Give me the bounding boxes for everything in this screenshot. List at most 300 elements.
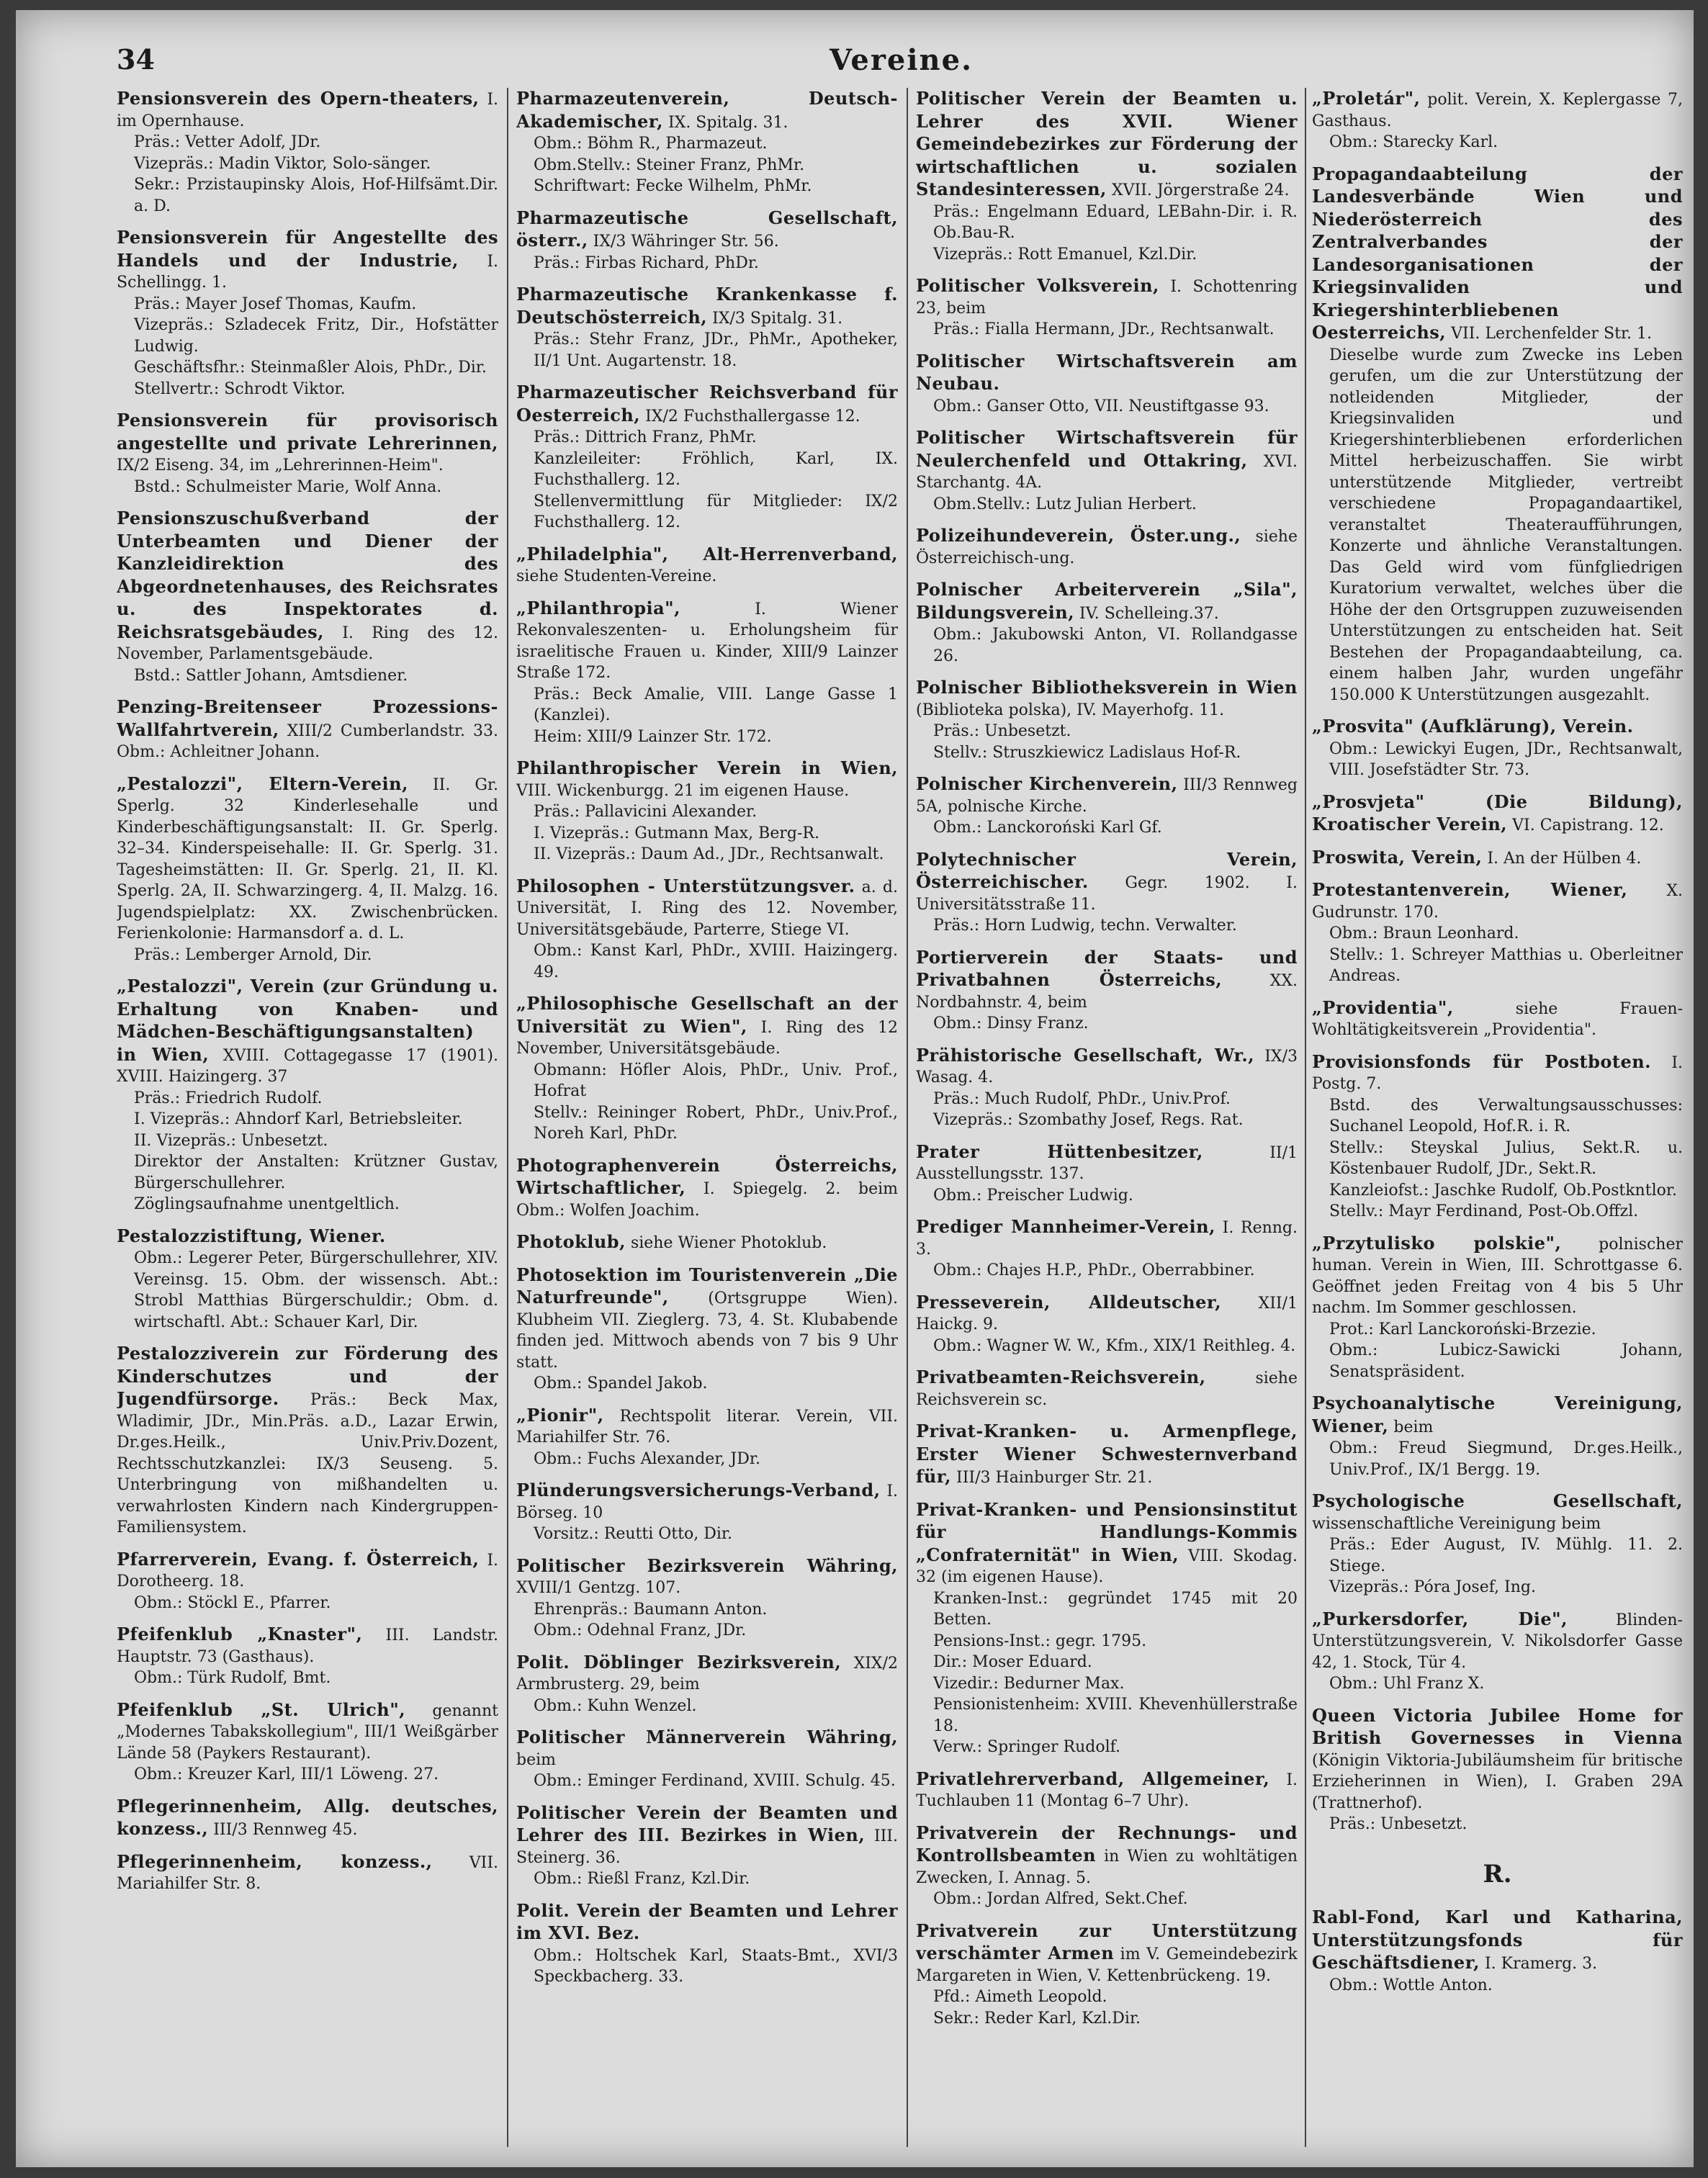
entry-first-line — [916, 1141, 1298, 1185]
entry-detail-line: Obm.: Böhm R., Pharmazeut. — [534, 135, 768, 153]
entry-heading: „Pestalozzi", Eltern-Verein, — [117, 773, 408, 794]
entry-heading: Privatverein der Rechnungs- und Kontrollsbeamten — [916, 1822, 1298, 1866]
entry-detail-line: Präs.: Friedrich Rudolf. — [134, 1089, 323, 1107]
entry-detail-line: Präs.: Fialla Hermann, JDr., Rechtsanwalt. — [933, 320, 1275, 338]
entry-text: III/3 Hainburger Str. 21. — [956, 1469, 1153, 1487]
directory-entry — [1312, 1233, 1683, 1383]
entry-first-line — [117, 1851, 498, 1895]
directory-entry — [117, 1549, 498, 1614]
entry-text: VI. Capistrang. 12. — [1512, 816, 1664, 834]
entry-heading: „Przytulisko polskie", — [1312, 1232, 1562, 1254]
entry-heading: „Philanthropia", — [516, 597, 681, 618]
entry-heading: Privatverein zur Unterstützung verschämter Armen — [916, 1920, 1298, 1963]
directory-entry — [1312, 1490, 1683, 1598]
entry-text: III. Steinerg. 36. — [516, 1827, 898, 1867]
directory-entry — [916, 1421, 1298, 1489]
entry-detail-line: Präs.: Pallavicini Alexander. — [534, 803, 758, 821]
entry-detail-line: Bstd. des Verwaltungsausschusses: Suchanel Leopold, Hof.R. i. R. — [1329, 1096, 1683, 1135]
entry-first-line — [117, 508, 498, 665]
entry-first-line — [1312, 1051, 1683, 1095]
entry-detail-line: Obm.: Lubicz-Sawicki Johann, Senatspräsident. — [1329, 1341, 1683, 1381]
directory-entry — [516, 1900, 898, 1988]
entry-heading: Rabl-Fond, Karl und Katharina, Unterstützungsfonds für Geschäftsdiener, — [1312, 1907, 1683, 1973]
entry-heading: Psychologische Gesellschaft, — [1312, 1490, 1683, 1511]
directory-entry — [1312, 1051, 1683, 1223]
directory-entry — [117, 1225, 498, 1333]
entry-first-line — [117, 410, 498, 477]
entry-first-line — [1312, 1392, 1683, 1438]
directory-entry — [1312, 88, 1683, 153]
entry-first-line — [1312, 1490, 1683, 1534]
entry-text: XVI. Starchantg. 4A. — [916, 452, 1298, 492]
directory-entry — [117, 227, 498, 400]
directory-entry — [516, 757, 898, 865]
entry-first-line — [516, 1405, 898, 1449]
entry-first-line — [516, 993, 898, 1060]
entry-detail-line: Dieselbe wurde zum Zwecke ins Leben gerufen, um die zur Unterstützung der notleidenden Mitglieder, der Kriegsinvaliden und Kriegershinterbliebenen erforderlichen Mittel herbeizuschaffen. Sie wirbt unterstützende Mitglieder, vertreibt verschiedene Propagandaartikel, veranstaltet Theateraufführungen, Konzerte und ähnliche Veranstaltungen. Das Geld wird vom fünfgliedrigen Kuratorium verwaltet, welches über die Höhe der den Ortsgruppen zuzuweisenden Unterstützungen zu entscheiden hat. Seit Bestehen der Propagandaabteilung, ca. einem halben Jahr, wurden ungefähr 150.000 K Unterstützungen ausgezahlt. — [1329, 346, 1683, 704]
entry-first-line — [117, 1699, 498, 1765]
entry-heading: Protestantenverein, Wiener, — [1312, 879, 1628, 900]
entry-first-line — [117, 696, 498, 763]
directory-entry — [916, 773, 1298, 839]
entry-detail-line: Obm.: Lanckoroński Karl Gf. — [933, 819, 1162, 837]
entry-text: polit. Verein, X. Keplergasse 7, Gasthaus. — [1312, 91, 1683, 130]
entry-detail-line: Obm.: Braun Leonhard. — [1329, 924, 1519, 942]
entry-detail-line: Stellv.: Steyskal Julius, Sekt.R. u. Köstenbauer Rudolf, JDr., Sekt.R. — [1329, 1138, 1683, 1178]
entry-heading: Prähistorische Gesellschaft, Wr., — [916, 1044, 1255, 1066]
entry-text: II/1 Ausstellungsstr. 137. — [916, 1143, 1298, 1183]
entry-detail-line: Vizepräs.: Szombathy Josef, Regs. Rat. — [933, 1111, 1244, 1129]
entry-detail-line: Obm.: Lewickyi Eugen, JDr., Rechtsanwalt, VIII. Josefstädter Str. 73. — [1329, 739, 1683, 779]
entry-detail-line: Obm.: Starecky Karl. — [1329, 133, 1498, 151]
entry-detail-line: Zöglingsaufnahme unentgeltlich. — [134, 1195, 400, 1213]
entry-text: (Ortsgruppe Wien). Klubheim VII. Zieglerg. 73, 4. St. Klubabende finden jed. Mittwoch abends von 7 bis 9 Uhr statt. — [516, 1290, 898, 1372]
entry-first-line — [117, 1549, 498, 1593]
directory-entry — [1312, 716, 1683, 781]
entry-text: siehe Reichsverein sc. — [916, 1369, 1298, 1409]
directory-entry — [516, 1727, 898, 1792]
entry-text: siehe Frauen-Wohltätigkeitsverein „Providentia". — [1312, 999, 1683, 1039]
entry-first-line — [117, 227, 498, 294]
entry-first-line — [916, 1292, 1298, 1336]
entry-first-line — [1312, 716, 1683, 739]
entry-detail-line: Kranken-Inst.: gegründet 1745 mit 20 Betten. — [933, 1589, 1298, 1629]
directory-entry — [516, 207, 898, 274]
entry-detail-line: Obm.: Kanst Karl, PhDr., XVIII. Haizingerg. 49. — [534, 942, 898, 981]
entry-heading: Pfeifenklub „St. Ulrich", — [117, 1698, 406, 1720]
entry-first-line — [1312, 1233, 1683, 1319]
directory-entry — [117, 1796, 498, 1841]
entry-detail-line: Bstd.: Schulmeister Marie, Wolf Anna. — [134, 477, 442, 496]
entry-heading: Pensionsverein des Opern-theaters, — [117, 88, 480, 109]
directory-entry — [516, 993, 898, 1145]
entry-heading: Propagandaabteilung der Landesverbände Wien und Niederösterreich des Zentralverbandes der Landesorganisationen der Kriegsinvaliden und Kriegershinterbliebenen Oesterreichs, — [1312, 163, 1683, 343]
directory-entry — [117, 88, 498, 217]
entry-detail-line: Geschäftsfhr.: Steinmaßler Alois, PhDr., Dir. — [134, 359, 487, 377]
entry-text: III/3 Rennweg 5A, polnische Kirche. — [916, 776, 1298, 816]
entry-detail-line: Obm.: Wottle Anton. — [1329, 1976, 1493, 1994]
entry-first-line — [916, 677, 1298, 721]
entry-detail-line: Präs.: Lemberger Arnold, Dir. — [134, 945, 372, 964]
entry-detail-line: II. Vizepräs.: Daum Ad., JDr., Rechtsanwalt. — [534, 845, 884, 863]
entry-detail-line: Pensions-Inst.: gegr. 1795. — [933, 1632, 1147, 1650]
entry-first-line — [1312, 1608, 1683, 1674]
entry-text: I. Tuchlauben 11 (Montag 6–7 Uhr). — [916, 1770, 1298, 1810]
entry-text: siehe Studenten-Vereine. — [516, 567, 717, 585]
entry-heading: „Providentia", — [1312, 996, 1454, 1018]
directory-entry — [516, 284, 898, 372]
column-rule — [1305, 88, 1306, 2147]
directory-entry — [117, 773, 498, 966]
entry-detail-line: Präs.: Unbesetzt. — [933, 722, 1071, 740]
entry-heading: Prediger Mannheimer-Verein, — [916, 1216, 1215, 1237]
entry-detail-line: Obm.Stellv.: Steiner Franz, PhMr. — [534, 156, 805, 174]
entry-detail-line: Direktor der Anstalten: Krützner Gustav, Bürgerschullehrer. — [134, 1153, 498, 1192]
entry-text: III/3 Rennweg 45. — [213, 1821, 358, 1839]
entry-text: Blinden-Unterstützungsverein, V. Nikolsdorfer Gasse 42, 1. Stock, Tür 4. — [1312, 1611, 1683, 1672]
entry-heading: Philosophen - Unterstützungsver. — [516, 875, 855, 896]
entry-detail-line: Obm.: Dinsy Franz. — [933, 1014, 1089, 1032]
entry-detail-line: Sekr.: Reder Karl, Kzl.Dir. — [933, 2009, 1141, 2028]
directory-entry — [916, 1367, 1298, 1410]
entry-heading: Polit. Döblinger Bezirksverein, — [516, 1651, 842, 1673]
entry-detail-line: Stellv.: 1. Schreyer Matthias u. Oberleitner Andreas. — [1329, 945, 1683, 985]
entry-text: IX. Spitalg. 31. — [668, 113, 788, 132]
entry-text: III. Landstr. Hauptstr. 73 (Gasthaus). — [117, 1626, 498, 1666]
entry-text: XIX/2 Armbrusterg. 29, beim — [516, 1654, 898, 1693]
entry-heading: „Pestalozzi", Verein (zur Gründung u. Erhaltung von Knaben- und Mädchen-Beschäftigungsanstalten) in Wien, — [117, 976, 498, 1065]
entry-first-line — [916, 1367, 1298, 1410]
entry-text: Gegr. 1902. I. Universitätsstraße 11. — [916, 874, 1298, 914]
entry-text: siehe Österreichisch-ung. — [916, 528, 1298, 567]
directory-entry — [916, 579, 1298, 667]
entry-first-line — [916, 773, 1298, 817]
entry-first-line — [1312, 1907, 1683, 1975]
entry-detail-line: Pfd.: Aimeth Leopold. — [933, 1988, 1107, 2006]
directory-entry — [916, 677, 1298, 763]
entry-first-line — [516, 1652, 898, 1696]
entry-first-line — [516, 207, 898, 253]
directory-entry — [516, 1802, 898, 1890]
entry-text: VII. Lerchenfelder Str. 1. — [1451, 325, 1653, 343]
entry-heading: Polytechnischer Verein, Österreichischer. — [916, 848, 1298, 892]
entry-text: XVIII/1 Gentzg. 107. — [516, 1579, 681, 1597]
entry-first-line — [916, 351, 1298, 396]
entry-text: I. im Opernhause. — [117, 91, 498, 130]
entry-detail-line: Vizepräs.: Rott Emanuel, Kzl.Dir. — [933, 245, 1197, 264]
entry-first-line — [516, 757, 898, 801]
directory-entry — [916, 1216, 1298, 1282]
entry-first-line — [916, 427, 1298, 494]
entry-text: in Wien zu wohltätigen Zwecken, I. Annag. 5. — [916, 1848, 1298, 1887]
directory-entry — [1312, 791, 1683, 837]
directory-entry — [916, 1045, 1298, 1131]
entry-text: VII. Mariahilfer Str. 8. — [117, 1853, 498, 1893]
entry-text: XVII. Jörgerstraße 24. — [1111, 181, 1290, 199]
entry-text: I. Börseg. 10 — [516, 1482, 898, 1522]
entry-text: I. Dorotheerg. 18. — [117, 1551, 498, 1590]
entry-first-line — [117, 976, 498, 1088]
entry-heading: Penzing-Breitenseer Prozessions-Wallfahrtverein, — [117, 696, 498, 740]
entry-text: (Biblioteka polska), IV. Mayerhofg. 11. — [916, 701, 1225, 719]
entry-detail-line: I. Vizepräs.: Gutmann Max, Berg-R. — [534, 824, 819, 842]
entry-text: XVIII. Cottagegasse 17 (1901). XVIII. Haizingerg. 37 — [117, 1046, 498, 1086]
entry-first-line — [516, 1155, 898, 1222]
entry-first-line — [117, 1343, 498, 1539]
entry-detail-line: Obm.: Preischer Ludwig. — [933, 1186, 1133, 1205]
entry-text: IX/3 Wasag. 4. — [916, 1047, 1298, 1086]
directory-entry — [1312, 1608, 1683, 1695]
directory-entry — [916, 275, 1298, 341]
entry-heading: Pharmazeutische Krankenkasse f. Deutschösterreich, — [516, 284, 898, 328]
entry-text: VIII. Skodag. 32 (im eigenen Hause). — [916, 1547, 1298, 1586]
entry-detail-line: Obm.: Kuhn Wenzel. — [534, 1696, 697, 1715]
entry-detail-line: Präs.: Stehr Franz, JDr., PhMr., Apotheker, II/1 Unt. Augartenstr. 18. — [534, 330, 898, 370]
entry-text: I. Postg. 7. — [1312, 1053, 1683, 1093]
directory-entry — [117, 1699, 498, 1786]
directory-entry — [516, 1231, 898, 1254]
entry-text: XII/1 Haickg. 9. — [916, 1294, 1298, 1333]
column-rule — [507, 88, 508, 2147]
entry-first-line — [916, 1499, 1298, 1588]
entry-detail-line: Obm.Stellv.: Lutz Julian Herbert. — [933, 495, 1197, 513]
entry-text: I. Renng. 3. — [916, 1219, 1298, 1259]
entry-detail-line: Obm.: Odehnal Franz, JDr. — [534, 1621, 747, 1639]
entry-first-line — [516, 1802, 898, 1869]
entry-first-line — [916, 1045, 1298, 1089]
directory-entry — [916, 1141, 1298, 1207]
entry-heading: Pensionsverein für Angestellte des Handels und der Industrie, — [117, 227, 498, 271]
section-letter: R. — [1483, 1859, 1512, 1889]
entry-heading: Pharmazeutische Gesellschaft, österr., — [516, 207, 898, 251]
entry-text: IX/3 Spitalg. 31. — [712, 309, 843, 328]
entry-heading: Provisionsfonds für Postboten. — [1312, 1050, 1652, 1072]
entry-heading: Polnischer Bibliotheksverein in Wien — [916, 677, 1298, 698]
entry-detail-line: Kanzleiofst.: Jaschke Rudolf, Ob.Postkntlor. — [1329, 1181, 1677, 1200]
entry-first-line — [117, 88, 498, 132]
entry-heading: Polit. Verein der Beamten und Lehrer im XVI. Bez. — [516, 1899, 898, 1943]
entry-heading: Polizeihundeverein, Öster.ung., — [916, 525, 1241, 546]
entry-first-line — [916, 849, 1298, 916]
entry-text: IV. Schelleing.37. — [1079, 604, 1219, 623]
entry-detail-line: I. Vizepräs.: Ahndorf Karl, Betriebsleiter. — [134, 1110, 463, 1128]
entry-heading: Portierverein der Staats- und Privatbahnen Österreichs, — [916, 946, 1298, 990]
directory-entry — [516, 1405, 898, 1470]
entry-heading: Privatbeamten-Reichsverein, — [916, 1367, 1206, 1387]
entry-text: XX. Nordbahnstr. 4, beim — [916, 972, 1298, 1012]
entry-detail-line: Obm.: Stöckl E., Pfarrer. — [134, 1593, 331, 1612]
directory-entry — [916, 88, 1298, 265]
entry-first-line — [1312, 997, 1683, 1041]
entry-heading: „Prosvita" (Aufklärung), Verein. — [1312, 716, 1634, 737]
entry-text: I. Spiegelg. 2. beim Obm.: Wolfen Joachim. — [516, 1180, 898, 1220]
entry-first-line — [916, 88, 1298, 202]
entry-text: (Königin Viktoria-Jubiläumsheim für britische Erzieherinnen in Wien), I. Graben 29A (Trattnerhof). — [1312, 1751, 1683, 1812]
entry-detail-line: Präs.: Beck Amalie, VIII. Lange Gasse 1 (Kanzlei). — [534, 685, 898, 724]
entry-detail-line: Präs.: Vetter Adolf, JDr. — [134, 133, 321, 151]
entry-detail-line: Bstd.: Sattler Johann, Amtsdiener. — [134, 666, 408, 685]
entry-heading: Pharmazeutischer Reichsverband für Oesterreich, — [516, 382, 898, 426]
entry-detail-line: Obm.: Legerer Peter, Bürgerschullehrer, XIV. Vereinsg. 15. Obm. der wissensch. Abt.: Strobl Matthias Bürgerschuldir.; Obm. d. wirtschaftl. Abt.: Schauer Karl, Dir. — [134, 1249, 498, 1331]
directory-entry — [117, 1343, 498, 1539]
entry-detail-line: Stellv.: Struszkiewicz Ladislaus Hof-R. — [933, 743, 1241, 762]
directory-entry — [916, 1822, 1298, 1910]
entry-first-line — [916, 275, 1298, 319]
directory-entry — [516, 1480, 898, 1545]
entry-first-line — [516, 284, 898, 329]
directory-entry — [916, 1499, 1298, 1758]
entry-heading: Proswita, Verein, — [1312, 846, 1483, 868]
entry-heading: Pensionsverein für provisorisch angestellte und private Lehrerinnen, — [117, 410, 498, 454]
entry-heading: Pflegerinnenheim, konzess., — [117, 1850, 433, 1872]
entry-heading: „Proletár", — [1312, 88, 1421, 109]
entry-detail-line: Obm.: Ganser Otto, VII. Neustiftgasse 93. — [933, 397, 1269, 415]
entry-first-line — [1312, 847, 1683, 870]
entry-text: XIII/2 Cumberlandstr. 33. Obm.: Achleitner Johann. — [117, 721, 498, 761]
entry-text: X. Gudrunstr. 170. — [1312, 882, 1683, 922]
entry-detail-line: Vizedir.: Bedurner Max. — [933, 1674, 1125, 1693]
column-3 — [916, 88, 1298, 2147]
directory-entry — [117, 410, 498, 498]
entry-heading: Privat-Kranken- u. Armenpflege, Erster Wiener Schwesternverband für, — [916, 1421, 1298, 1487]
entry-heading: Privat-Kranken- und Pensionsinstitut für Handlungs-Kommis „Confraternität" in Wien, — [916, 1498, 1298, 1565]
directory-entry — [916, 1768, 1298, 1812]
entry-detail-line: Ehrenpräs.: Baumann Anton. — [534, 1600, 768, 1619]
entry-text: beim — [1393, 1418, 1434, 1436]
entry-detail-line: Präs.: Engelmann Eduard, LEBahn-Dir. i. R. Ob.Bau-R. — [933, 202, 1298, 242]
entry-detail-line: Pensionistenheim: XVIII. Khevenhüllerstraße 18. — [933, 1696, 1298, 1735]
entry-detail-line: Obm.: Kreuzer Karl, III/1 Löweng. 27. — [134, 1765, 439, 1783]
entry-heading: „Purkersdorfer, Die", — [1312, 1608, 1568, 1629]
entry-heading: Politischer Verein der Beamten und Lehrer des III. Bezirkes in Wien, — [516, 1801, 898, 1845]
entry-heading: „Pionir", — [516, 1404, 604, 1426]
entry-first-line — [916, 1421, 1298, 1489]
entry-heading: Pensionszuschußverband der Unterbeamten und Diener der Kanzleidirektion des Abgeordnetenhauses, des Reichsrates u. des Inspektorates d. Reichsratsgebäudes, — [117, 508, 498, 642]
entry-first-line — [117, 773, 498, 945]
entry-first-line — [117, 1796, 498, 1841]
entry-text: Präs.: Beck Max, Wladimir, JDr., Min.Präs. a.D., Lazar Erwin, Dr.ges.Heilk., Univ.Priv.Dozent, Rechtsschutzkanzlei: IX/3 Seuseng. 5. Unterbringung von mißhandelten u. verwahrlosten Kindern nach Kindergruppen-Familiensystem. — [117, 1391, 498, 1536]
directory-entry — [117, 508, 498, 686]
column-1 — [117, 88, 498, 2147]
entry-first-line — [516, 88, 898, 133]
entry-detail-line: II. Vizepräs.: Unbesetzt. — [134, 1131, 328, 1150]
entry-text: genannt „Modernes Tabakskollegium", III/1 Weißgärber Lände 58 (Paykers Restaurant). — [117, 1701, 498, 1763]
entry-heading: Prater Hüttenbesitzer, — [916, 1140, 1203, 1162]
entry-heading: Psychoanalytische Vereinigung, Wiener, — [1312, 1392, 1683, 1436]
entry-detail-line: Dir.: Moser Eduard. — [933, 1653, 1092, 1671]
entry-detail-line: Stellenvermittlung für Mitglieder: IX/2 Fuchsthallerg. 12. — [534, 492, 898, 531]
entry-heading: „Prosvjeta" (Die Bildung), Kroatischer Verein, — [1312, 791, 1683, 834]
directory-entry — [916, 427, 1298, 515]
entry-text: I. Schellingg. 1. — [117, 252, 498, 292]
entry-first-line — [1312, 791, 1683, 837]
entry-detail-line: Präs.: Mayer Josef Thomas, Kaufm. — [134, 294, 417, 313]
entry-detail-line: Obm.: Jordan Alfred, Sekt.Chef. — [933, 1890, 1188, 1908]
directory-entry — [117, 696, 498, 763]
entry-heading: „Philadelphia", Alt-Herrenverband, — [516, 543, 898, 564]
directory-entry — [1312, 1705, 1683, 1835]
entry-text: VIII. Wickenburgg. 21 im eigenen Hause. — [516, 781, 850, 800]
column-4 — [1312, 88, 1683, 2147]
entry-first-line — [916, 1216, 1298, 1260]
entry-text: I. Ring des 12. November, Parlamentsgebäude. — [117, 624, 498, 663]
entry-heading: Philanthropischer Verein in Wien, — [516, 757, 898, 778]
directory-entry — [1312, 1392, 1683, 1480]
entry-heading: Politischer Verein der Beamten u. Lehrer des XVII. Wiener Gemeindebezirkes zur Förderung der wirtschaftlichen u. sozialen Standesinteressen, — [916, 88, 1298, 199]
entry-detail-line: Stellv.: Reininger Robert, PhDr., Univ.Prof., Noreh Karl, PhDr. — [534, 1103, 898, 1143]
entry-heading: Pestalozziverein zur Förderung des Kinderschutzes und der Jugendfürsorge. — [117, 1343, 498, 1409]
entry-detail-line: Verw.: Springer Rudolf. — [933, 1738, 1120, 1756]
directory-entry — [516, 382, 898, 534]
entry-text: beim — [516, 1750, 556, 1769]
entry-first-line — [516, 1555, 898, 1599]
directory-entry — [1312, 997, 1683, 1041]
entry-text: Rechtspolit literar. Verein, VII. Mariahilfer Str. 76. — [516, 1407, 898, 1446]
entry-first-line — [1312, 163, 1683, 345]
entry-first-line — [516, 1480, 898, 1524]
page-number: 34 — [117, 43, 155, 76]
directory-entry — [916, 351, 1298, 418]
entry-text: I. Kramerg. 3. — [1484, 1955, 1598, 1973]
entry-heading: Pharmazeutenverein, Deutsch-Akademischer, — [516, 88, 898, 132]
entry-detail-line: Obmann: Höfler Alois, PhDr., Univ. Prof., Hofrat — [534, 1061, 898, 1100]
entry-heading: Privatlehrerverband, Allgemeiner, — [916, 1768, 1270, 1789]
directory-entry — [516, 1155, 898, 1222]
directory-entry — [516, 88, 898, 197]
entry-detail-line: Vizepräs.: Szladecek Fritz, Dir., Hofstätter Ludwig. — [134, 316, 498, 356]
entry-detail-line: Heim: XIII/9 Lainzer Str. 172. — [534, 727, 772, 746]
directory-entry — [916, 849, 1298, 937]
entry-heading: Pfeifenklub „Knaster", — [117, 1624, 363, 1644]
entry-detail-line: Präs.: Eder August, IV. Mühlg. 11. 2. Stiege. — [1329, 1536, 1683, 1575]
running-head: Vereine. — [830, 43, 973, 77]
entry-first-line — [916, 947, 1298, 1014]
entry-first-line — [516, 544, 898, 588]
directory-entry — [916, 1292, 1298, 1357]
entry-detail-line: Obm.: Freud Siegmund, Dr.ges.Heilk., Univ.Prof., IX/1 Bergg. 19. — [1329, 1439, 1683, 1479]
entry-heading: Pestalozzistiftung, Wiener. — [117, 1225, 386, 1246]
entry-heading: Politischer Wirtschaftsverein am Neubau. — [916, 350, 1298, 394]
directory-entry — [516, 876, 898, 984]
entry-text: IX/3 Währinger Str. 56. — [593, 233, 779, 251]
entry-text: polnischer human. Verein in Wien, III. Schrottgasse 6. Geöffnet jeden Freitag von 4 bis 5 Uhr nachm. Im Sommer geschlossen. — [1312, 1235, 1683, 1317]
entry-detail-line: Sekr.: Przistaupinsky Alois, Hof-Hilfsämt.Dir. a. D. — [134, 176, 498, 215]
book-page — [16, 10, 1694, 2167]
directory-entry — [1312, 163, 1683, 706]
entry-heading: Plünderungsversicherungs-Verband, — [516, 1480, 881, 1500]
entry-first-line — [516, 876, 898, 941]
entry-heading: Photoklub, — [516, 1231, 626, 1252]
entry-first-line — [117, 1225, 498, 1248]
entry-detail-line: Präs.: Much Rudolf, PhDr., Univ.Prof. — [933, 1089, 1231, 1108]
entry-detail-line: Präs.: Firbas Richard, PhDr. — [534, 253, 759, 272]
entry-heading: Queen Victoria Jubilee Home for British Governesses in Vienna — [1312, 1704, 1683, 1748]
directory-entry — [516, 1264, 898, 1395]
directory-entry — [916, 1920, 1298, 2030]
directory-entry — [516, 1555, 898, 1642]
entry-first-line — [516, 1231, 898, 1254]
entry-detail-line: Obm.: Holtschek Karl, Staats-Bmt., XVI/3 Speckbacherg. 33. — [534, 1946, 898, 1986]
entry-heading: Photosektion im Touristenverein „Die Naturfreunde", — [516, 1264, 898, 1308]
directory-entry — [117, 976, 498, 1215]
entry-detail-line: Obm.: Türk Rudolf, Bmt. — [134, 1669, 331, 1687]
entry-heading: Politischer Volksverein, — [916, 275, 1159, 296]
directory-entry — [1312, 1907, 1683, 1996]
entry-first-line — [516, 1264, 898, 1374]
entry-first-line — [1312, 1705, 1683, 1814]
entry-first-line — [916, 1822, 1298, 1889]
directory-entry — [916, 525, 1298, 569]
